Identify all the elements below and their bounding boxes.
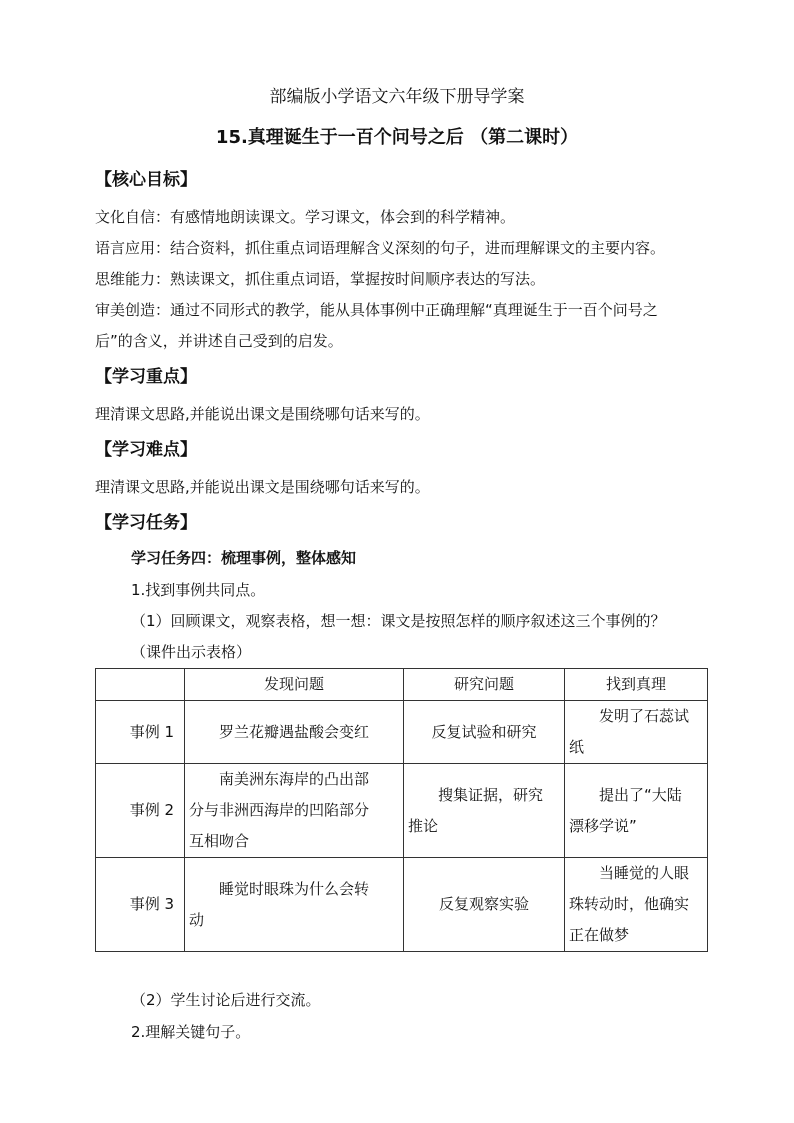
table-header-cell: 找到真理 xyxy=(565,669,708,701)
research-cell xyxy=(404,858,565,952)
cell-line: 推论 xyxy=(408,816,439,835)
core-goal-line: 后”的含义，并讲述自己受到的启发。 xyxy=(95,332,343,350)
cell-line: 反复试验和研究 xyxy=(431,722,537,741)
cell-line: 提出了“大陆 xyxy=(599,785,682,804)
cell-line: 分与非洲西海岸的凹陷部分 xyxy=(189,801,370,819)
table-row xyxy=(96,858,708,952)
row-label: 事例 3 xyxy=(96,858,185,952)
row-label: 事例 2 xyxy=(96,764,185,858)
task-question: （1）回顾课文，观察表格，想一想：课文是按照怎样的顺序叙述这三个事例的？ xyxy=(131,612,666,630)
table-row xyxy=(96,701,708,764)
difficulties-text: 理清课文思路,并能说出课文是围绕哪句话来写的。 xyxy=(95,478,430,496)
task-title: 学习任务四：梳理事例，整体感知 xyxy=(131,549,357,567)
examples-table xyxy=(95,668,708,952)
truth-cell xyxy=(565,858,708,952)
research-cell xyxy=(404,701,565,764)
core-goals-heading: 【核心目标】 xyxy=(95,170,197,190)
research-cell xyxy=(404,764,565,858)
truth-cell xyxy=(565,701,708,764)
tasks-heading: 【学习任务】 xyxy=(95,513,197,533)
table-header-row xyxy=(96,669,708,701)
truth-cell xyxy=(565,764,708,858)
problem-cell xyxy=(185,701,404,764)
table-header-cell: 发现问题 xyxy=(185,669,404,701)
core-goal-line: 思维能力：熟读课文，抓住重点词语，掌握按时间顺序表达的写法。 xyxy=(95,270,546,288)
cell-line: 当睡觉的人眼 xyxy=(599,864,690,882)
document-title: 部编版小学语文六年级下册导学案 xyxy=(269,87,525,107)
cell-line: 漂移学说” xyxy=(569,816,637,835)
cell-line: 正在做梦 xyxy=(569,926,630,944)
table-header-cell: 研究问题 xyxy=(404,669,565,701)
table-row xyxy=(96,764,708,858)
key-points-heading: 【学习重点】 xyxy=(95,367,197,387)
task-discussion: （2）学生讨论后进行交流。 xyxy=(131,991,321,1009)
table-header-cell xyxy=(96,669,185,701)
task-step: 2.理解关键句子。 xyxy=(131,1023,251,1041)
cell-line: 搜集证据，研究 xyxy=(438,785,544,804)
cell-line: 罗兰花瓣遇盐酸会变红 xyxy=(218,722,369,741)
cell-line: 动 xyxy=(189,910,205,929)
task-note: （课件出示表格） xyxy=(131,643,252,661)
task-step: 1.找到事例共同点。 xyxy=(131,581,266,599)
cell-line: 互相吻合 xyxy=(189,832,250,850)
core-goal-line: 审美创造：通过不同形式的教学，能从具体事例中正确理解“真理诞生于一百个问号之 xyxy=(95,301,658,319)
difficulties-heading: 【学习难点】 xyxy=(95,440,197,460)
core-goal-line: 语言应用：结合资料，抓住重点词语理解含义深刻的句子，进而理解课文的主要内容。 xyxy=(95,239,666,257)
core-goal-line: 文化自信：有感情地朗读课文。学习课文，体会到的科学精神。 xyxy=(95,208,516,226)
cell-line: 睡觉时眼珠为什么会转 xyxy=(219,879,370,898)
cell-line: 珠转动时，他确实 xyxy=(569,895,690,913)
row-label: 事例 1 xyxy=(96,701,185,764)
cell-line: 纸 xyxy=(569,738,585,756)
key-points-text: 理清课文思路,并能说出课文是围绕哪句话来写的。 xyxy=(95,405,430,423)
lesson-title: 15.真理诞生于一百个问号之后 （第二课时） xyxy=(215,127,579,148)
problem-cell xyxy=(185,858,404,952)
cell-line: 反复观察实验 xyxy=(438,895,529,913)
cell-line: 发明了石蕊试 xyxy=(599,707,690,725)
cell-line: 南美洲东海岸的凸出部 xyxy=(219,770,370,788)
problem-cell xyxy=(185,764,404,858)
